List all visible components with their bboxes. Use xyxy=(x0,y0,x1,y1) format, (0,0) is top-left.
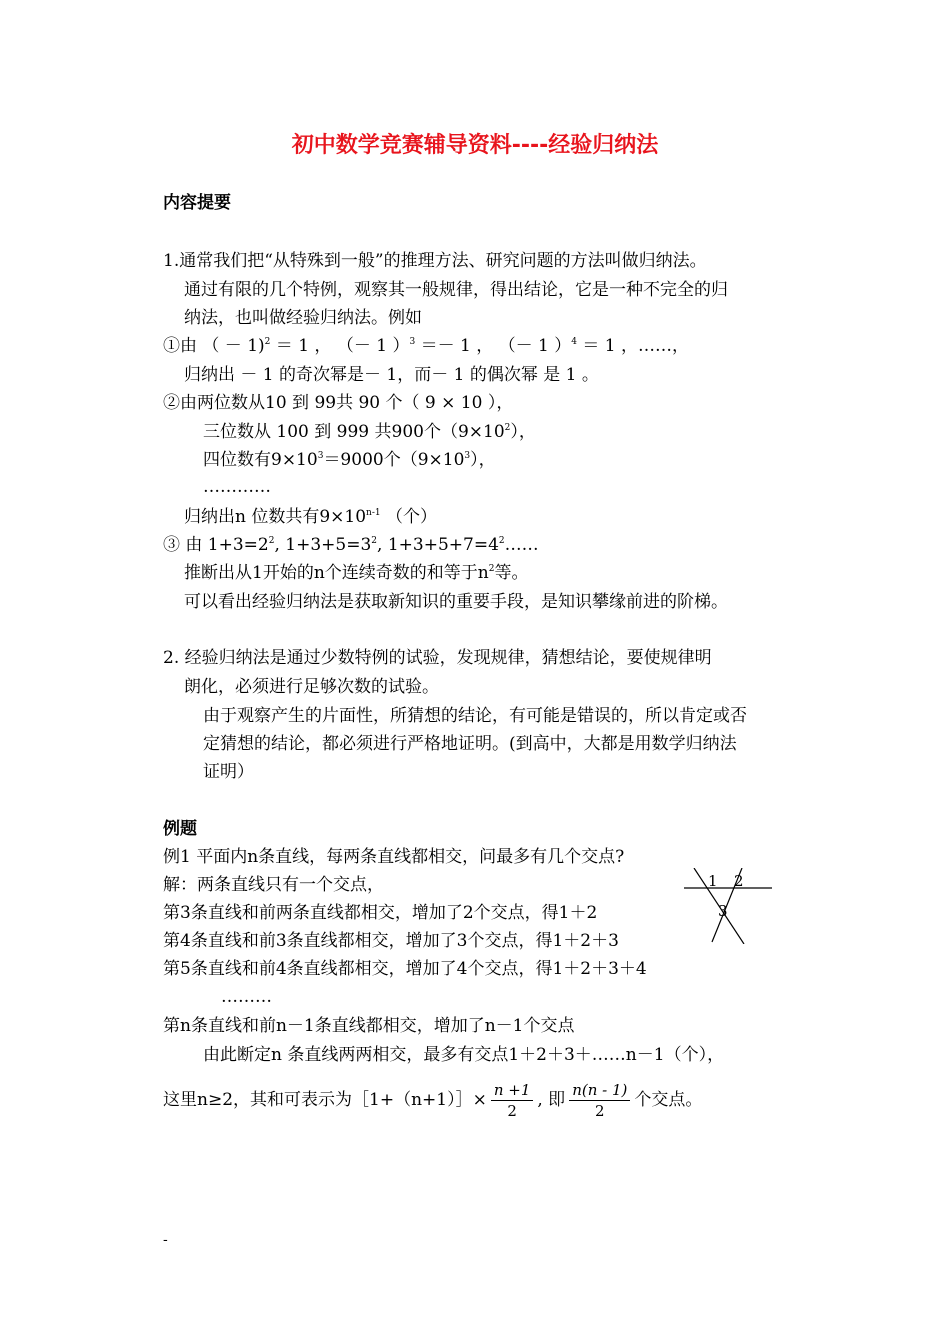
example-odd-sum-conclusion xyxy=(184,562,528,584)
text: ＝－ 1 ， （－ 1 ） xyxy=(415,336,572,356)
text: 等。 xyxy=(494,563,529,583)
superscript: n-1 xyxy=(366,508,381,518)
text: ①由 （ － 1) xyxy=(163,336,265,356)
s2-paragraph-line: 证明） xyxy=(203,762,254,782)
fraction-denominator: 2 xyxy=(595,1102,605,1120)
superscript: 2 xyxy=(264,337,271,347)
solution-line: 第5条直线和前4条直线都相交，增加了4个交点，得1＋2＋3＋4 xyxy=(163,959,647,979)
text: , 1+3+5+7=4 xyxy=(377,535,499,555)
fraction xyxy=(569,1080,630,1121)
figure-label: 2 xyxy=(734,872,744,890)
example-digits-line: ②由两位数从10 到 99共 90 个（ 9 × 10 ）， xyxy=(163,393,514,413)
solution-line: 第n条直线和前n－1条直线都相交，增加了n－1个交点 xyxy=(163,1016,575,1036)
superscript: 3 xyxy=(317,451,324,461)
text: 四位数有9×10 xyxy=(203,450,318,470)
example-powers-conclusion: 归纳出 － 1 的奇次幂是－ 1，而－ 1 的偶次幂 是 1 。 xyxy=(184,365,599,385)
figure-label: 3 xyxy=(718,902,728,920)
example-digits-line xyxy=(203,421,536,443)
ellipsis: ……… xyxy=(221,987,272,1007)
solution-line: 第4条直线和前3条直线都相交，增加了3个交点，得1＋2＋3 xyxy=(163,931,619,951)
superscript: 3 xyxy=(464,451,471,461)
s2-paragraph-line: 定猜想的结论，都必须进行严格地证明。(到高中，大都是用数学归纳法 xyxy=(203,734,737,754)
example-powers-line xyxy=(163,335,689,357)
s2-paragraph-line: 2. 经验归纳法是通过少数特例的试验，发现规律，猜想结论，要使规律明 xyxy=(163,648,712,668)
text: 三位数从 100 到 999 共900个（9×10 xyxy=(203,422,505,442)
text: ）， xyxy=(510,422,536,442)
text: （个） xyxy=(380,507,438,527)
text: ）， xyxy=(470,450,496,470)
example-digits-line xyxy=(203,449,496,471)
intersecting-lines-figure xyxy=(684,868,774,944)
figure-label: 1 xyxy=(708,872,718,890)
example-odd-sum-line xyxy=(163,534,539,556)
s1-paragraph-line: 纳法，也叫做经验归纳法。例如 xyxy=(184,308,422,328)
superscript: 4 xyxy=(571,337,577,347)
text: ＝ 1 ， （－ 1 ） xyxy=(270,336,410,356)
superscript: 2 xyxy=(498,536,505,546)
superscript: 3 xyxy=(409,337,416,347)
text: , 1+3+5=3 xyxy=(274,535,372,555)
example-digits-conclusion xyxy=(184,506,437,528)
solution-line: 由此断定n 条直线两两相交，最多有交点1＋2＋3＋……n－1（个）， xyxy=(203,1045,725,1065)
example1-question: 例1 平面内n条直线，每两条直线都相交，问最多有几个交点? xyxy=(163,847,625,867)
text: ③ 由 1+3=2 xyxy=(163,535,269,555)
superscript: 2 xyxy=(371,536,378,546)
text: ＝ 1 ，……， xyxy=(577,336,690,356)
section1-closing: 可以看出经验归纳法是获取新知识的重要手段，是知识攀缘前进的阶梯。 xyxy=(184,592,728,612)
examples-heading: 例题 xyxy=(163,819,197,839)
text: 归纳出n 位数共有9×10 xyxy=(184,507,367,527)
fraction xyxy=(491,1080,534,1121)
text: 个交点。 xyxy=(634,1090,703,1110)
fraction-numerator: n +1 xyxy=(491,1080,534,1101)
text: …… xyxy=(504,535,539,555)
text: ＝9000个（9×10 xyxy=(323,450,465,470)
text: 推断出从1开始的n个连续奇数的和等于n xyxy=(184,563,489,583)
summary-heading: 内容提要 xyxy=(163,193,231,213)
superscript: 2 xyxy=(488,564,495,574)
s1-paragraph-line: 通过有限的几个特例，观察其一般规律，得出结论，它是一种不完全的归 xyxy=(184,280,728,300)
fraction-numerator: n(n - 1) xyxy=(569,1080,630,1101)
fraction-denominator: 2 xyxy=(507,1102,517,1120)
text: , 即 xyxy=(537,1090,566,1110)
s1-paragraph-line: 1.通常我们把“从特殊到一般”的推理方法、研究问题的方法叫做归纳法。 xyxy=(163,251,707,271)
s2-paragraph-line: 朗化，必须进行足够次数的试验。 xyxy=(184,677,439,697)
s2-paragraph-line: 由于观察产生的片面性，所猜想的结论，有可能是错误的，所以肯定或否 xyxy=(203,706,747,726)
formula-line xyxy=(163,1072,702,1128)
superscript: 2 xyxy=(268,536,275,546)
superscript: 2 xyxy=(504,423,511,433)
page-title: 初中数学竞赛辅导资料----经验归纳法 xyxy=(291,133,659,158)
footer-mark: - xyxy=(163,1232,168,1248)
text: 这里n≥2，其和可表示为［1+（n+1）］× xyxy=(163,1090,487,1110)
solution-line: 第3条直线和前两条直线都相交，增加了2个交点，得1＋2 xyxy=(163,903,598,923)
ellipsis: ………… xyxy=(203,477,271,497)
solution-line: 解：两条直线只有一个交点， xyxy=(163,875,384,895)
